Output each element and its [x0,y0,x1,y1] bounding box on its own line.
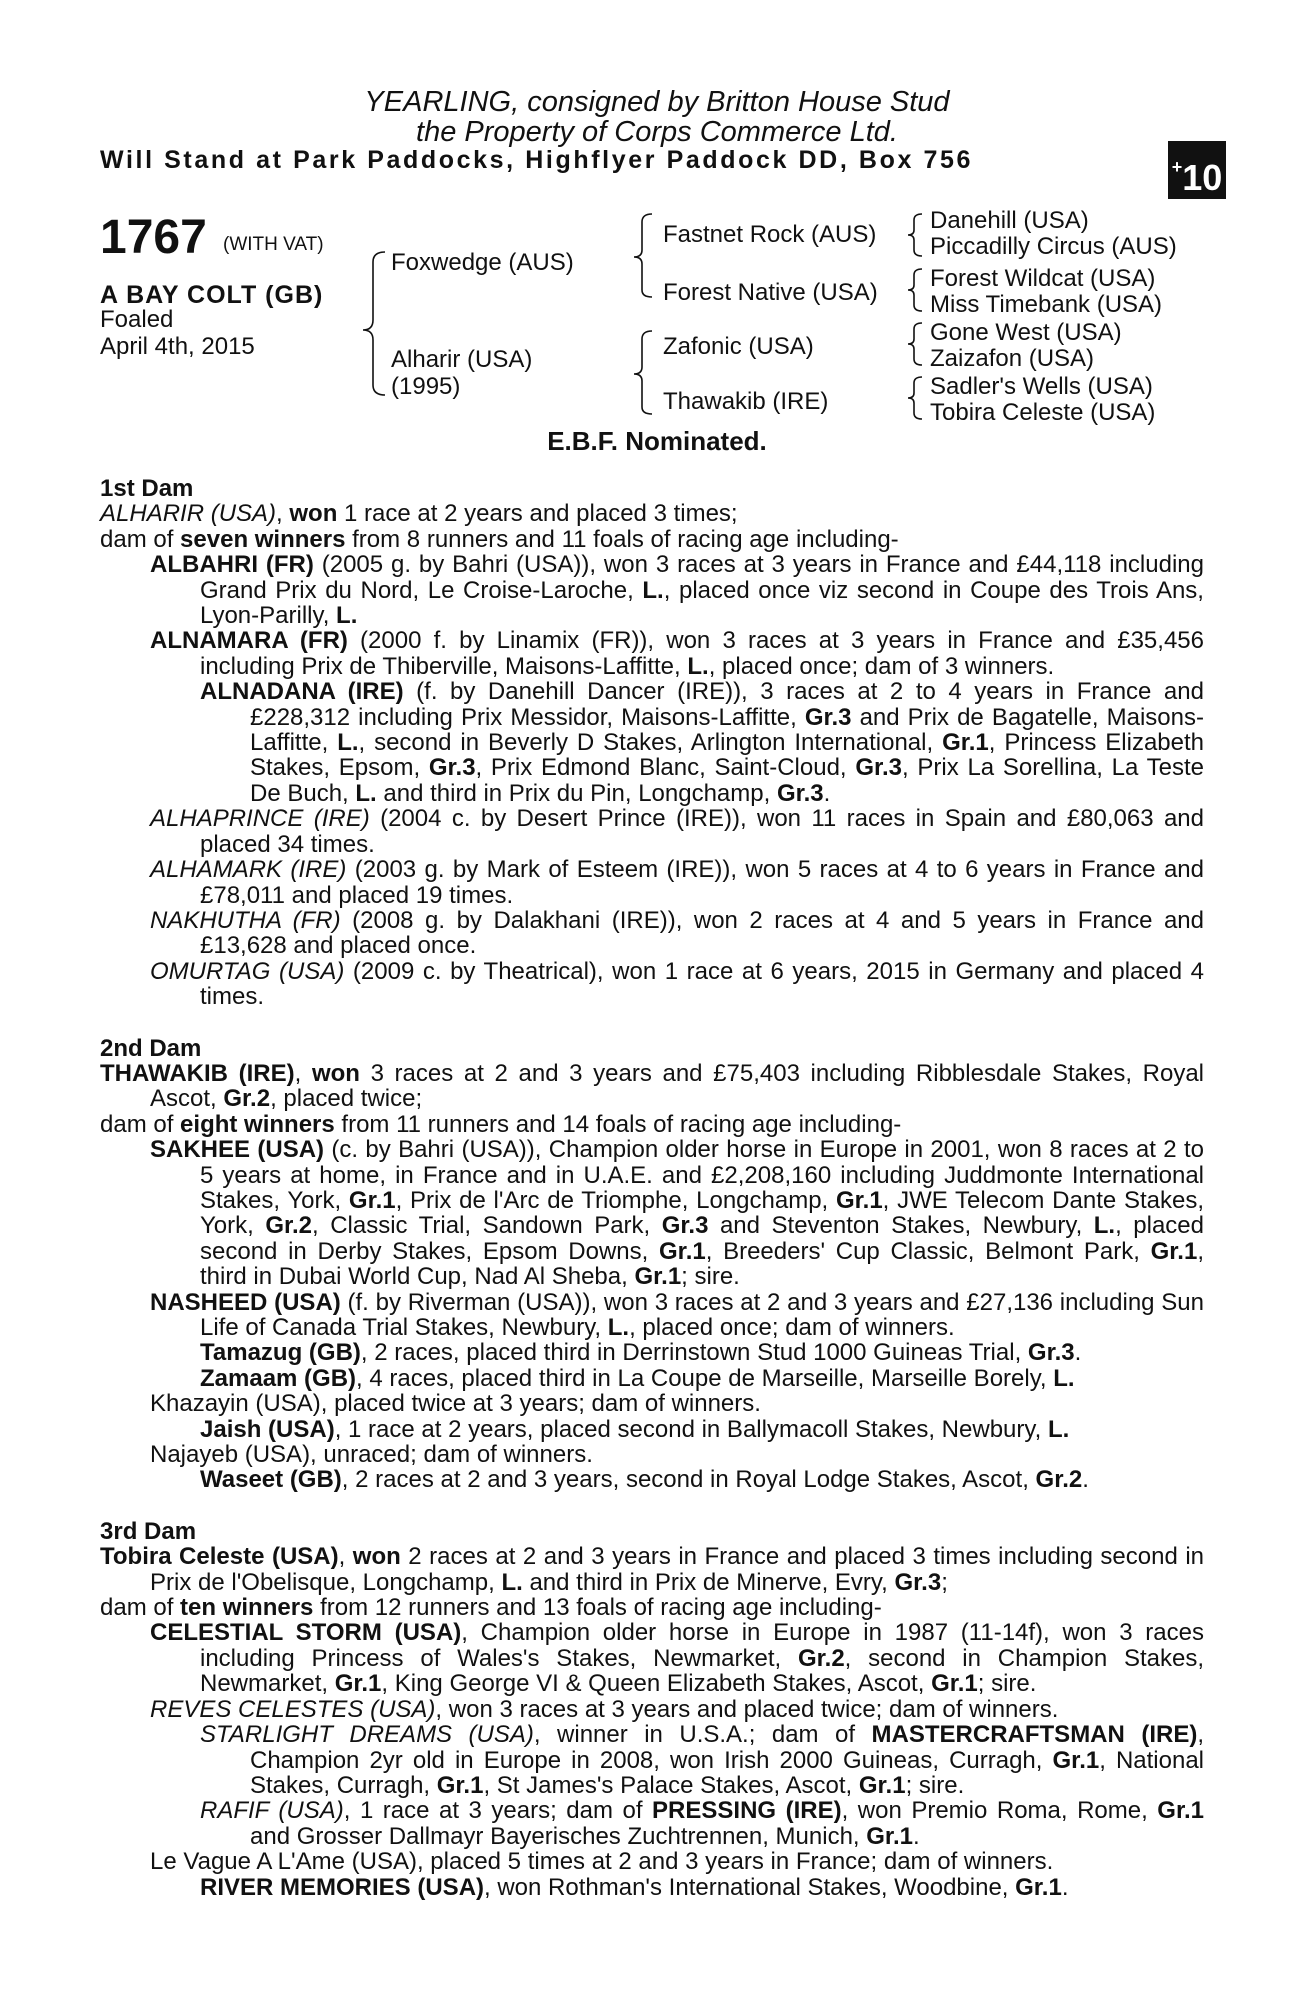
italic-text: ALHAPRINCE (IRE) [150,805,370,833]
produce-entry [100,1290,1204,1341]
ds-dam: Zaizafon (USA) [930,345,1095,372]
bold-text: RIVER MEMORIES (USA) [200,1873,485,1901]
text-run: (2004 c. by Desert Prince (IRE)), won 11 races in Spain and £80,063 and placed 34 times. [200,805,1204,858]
bold-text: seven winners [180,525,346,553]
text-run: and third in Prix du Pin, Longchamp, [376,779,777,807]
bold-text: L. [1053,1364,1075,1392]
text-run: , Champion 2yr old in Europe in 2008, won Irish 2000 Guineas, Curragh, [250,1721,1204,1774]
text-run: (c. by Bahri (USA)), Champion older horse in Europe in 2001, won 8 races at 2 to 5 years at home, in France and in U.A.E. and £2,208,160 including Juddmonte International Stakes, York, [200,1136,1205,1214]
produce-entry [100,628,1204,679]
produce-entry [100,1366,1204,1391]
bold-text: Gr.1 [634,1263,682,1291]
bold-text: won [352,1543,401,1571]
text-run: 3 races at 2 and 3 years and £75,403 including Ribblesdale Stakes, Royal Ascot, [150,1059,1204,1113]
text-run: 2 races at 2 and 3 years in France and placed 3 times including second in Prix de l'Obelisque, Longchamp, [150,1543,1205,1596]
bold-text: Gr.3 [661,1212,709,1240]
produce-entry [100,679,1204,806]
dam-sire: Zafonic (USA) [663,333,814,360]
bold-text: L. [607,1314,630,1341]
produce-entry [100,501,1204,526]
produce-entry [100,1875,1204,1900]
produce-entry [100,1112,1204,1137]
italic-text: RAFIF (USA) [200,1797,344,1825]
dd-sire: Sadler's Wells (USA) [930,373,1153,400]
bold-text: Gr.1 [1157,1797,1204,1825]
bold-text: CELESTIAL STORM (USA) [150,1619,462,1647]
bold-text: L. [687,652,709,680]
produce-entry [100,1595,1204,1620]
bold-text: Gr.1 [866,1822,913,1850]
italic-text: ALHAMARK (IRE) [150,856,347,884]
bracket-dd [908,377,922,419]
produce-entry [100,1391,1204,1416]
bold-text: Gr.1 [436,1771,484,1799]
bold-text: L. [501,1568,523,1596]
bracket-ds [908,323,922,365]
text-run: dam of [100,1110,181,1138]
bold-text: Gr.1 [858,1771,906,1799]
text-run: . [912,1822,920,1850]
bold-text: Gr.3 [804,703,852,731]
bracket-sire [634,214,652,297]
text-run: . [1074,1339,1082,1367]
bold-text: L. [1093,1212,1116,1240]
produce-entry [100,1798,1204,1849]
bold-text: Gr.3 [894,1568,942,1596]
sire-name: Foxwedge (AUS) [391,249,574,276]
section-gap [100,1010,1204,1036]
bold-text: Gr.3 [428,754,476,782]
text-run: from 12 runners and 13 foals of racing age including- [313,1594,882,1622]
text-run: . [1061,1873,1069,1901]
consignment-line: YEARLING, consigned by Britton House Stud [364,86,950,118]
produce-entry [100,806,1204,857]
bold-text: Gr.3 [776,779,824,807]
text-run: , 1 race at 2 years, placed second in Ballymacoll Stakes, Newbury, [334,1415,1048,1443]
text-run: , Prix Edmond Blanc, Saint-Cloud, [475,754,856,782]
badge-text: 10 [1182,157,1223,198]
text-run: , [276,500,290,528]
bold-text: Waseet (GB) [200,1466,342,1494]
text-run: , Breeders' Cup Classic, Belmont Park, [705,1237,1151,1265]
bold-text: L. [355,779,377,807]
italic-text: ALHARIR (USA) [100,500,277,528]
bold-text: Gr.2 [265,1212,313,1240]
bold-text: NASHEED (USA) [150,1288,341,1316]
produce-entry [100,1417,1204,1442]
text-run: (f. by Danehill Dancer (IRE)), 3 races at 2 to 4 years in France and £228,312 including Prix Messidor, Maisons-Laffitte, [250,678,1204,731]
bold-text: Gr.2 [797,1644,845,1672]
bold-text: Tobira Celeste (USA) [100,1543,339,1571]
text-run: . [823,779,831,807]
bold-text: Gr.1 [348,1186,396,1214]
produce-entry [100,1442,1204,1467]
produce-entry [100,1137,1204,1289]
bold-text: SAKHEE (USA) [150,1136,325,1164]
foaled-date: April 4th, 2015 [100,333,255,360]
text-run: (2003 g. by Mark of Esteem (IRE)), won 5 races at 4 to 6 years in France and £78,011 and placed 19 times. [200,856,1205,909]
bold-text: Gr.1 [835,1186,883,1214]
produce-entry [100,1620,1204,1696]
text-run: , won Premio Roma, Rome, [841,1797,1158,1825]
text-run: , placed once; dam of winners. [629,1314,955,1341]
text-run: , [294,1059,312,1087]
text-run: ; sire. [681,1263,740,1291]
lot-title: A BAY COLT (GB) [100,281,324,309]
sire-dam: Forest Native (USA) [663,279,878,306]
bracket-gen1 [363,252,385,395]
text-run: , Prix de l'Arc de Triomphe, Longchamp, [395,1186,836,1214]
produce-entry [100,1467,1204,1492]
text-run: , St James's Palace Stakes, Ascot, [483,1771,859,1799]
text-run: , Champion older horse in Europe in 1987 (11-14f), won 3 races including Princess of Wales's Stakes, Newmarket, [200,1619,1204,1672]
dam-heading-1: 1st Dam [100,475,194,502]
bold-text: Zamaam (GB) [200,1364,357,1392]
text-run: from 11 runners and 14 foals of racing age including- [334,1110,902,1138]
text-run: and third in Prix de Minerve, Evry, [522,1568,895,1596]
bold-text: Jaish (USA) [200,1415,335,1443]
italic-text: NAKHUTHA (FR) [150,906,341,934]
produce-entry [100,527,1204,552]
text-run: (f. by Riverman (USA)), won 3 races at 2 and 3 years and £27,136 including Sun Life of Canada Trial Stakes, Newbury, [200,1288,1204,1341]
text-run: (2005 g. by Bahri (USA)), won 3 races at 3 years in France and £44,118 including Grand Prix du Nord, Le Croise-Laroche, [200,551,1204,604]
text-run: . [1082,1466,1089,1494]
bold-text: ALNAMARA (FR) [150,627,348,655]
text-run: , won 3 races at 3 years and placed twice; dam of winners. [435,1695,1059,1723]
text-run: , second in Beverly D Stakes, Arlington International, [358,729,943,757]
sire-sire: Fastnet Rock (AUS) [663,221,877,248]
text-run: Najayeb (USA), unraced; dam of winners. [150,1441,593,1469]
bold-text: THAWAKIB (IRE) [100,1059,295,1087]
italic-text: OMURTAG (USA) [150,957,345,985]
produce-entry [100,552,1204,628]
text-run: , JWE Telecom Dante Stakes, York, [200,1186,1204,1240]
text-run: , Classic Trial, Sandown Park, [312,1212,662,1240]
badge-plus: + [1171,157,1183,177]
bold-text: PRESSING (IRE) [652,1797,842,1825]
text-run: Le Vague A L'Ame (USA), placed 5 times at 2 and 3 years in France; dam of winners. [150,1848,1054,1876]
text-run: (2008 g. by Dalakhani (IRE)), won 2 races at 4 and 5 years in France and £13,628 and placed once. [200,906,1204,960]
bold-text: won [311,1059,360,1087]
text-run: (2009 c. by Theatrical), won 1 race at 6 years, 2015 in Germany and placed 4 times. [200,957,1204,1011]
bracket-sd [908,269,922,311]
bold-text: Gr.2 [1035,1466,1083,1494]
produce-entry [100,1849,1204,1874]
text-run: , placed second in Derby Stakes, Epsom Downs, [200,1212,1204,1265]
bold-text: eight winners [180,1110,335,1138]
text-run: ; sire. [977,1670,1037,1698]
italic-text: REVES CELESTES (USA) [150,1695,436,1723]
dam-dam: Thawakib (IRE) [663,388,829,415]
text-run: , placed twice; [270,1085,423,1113]
text-run: and Steventon Stakes, Newbury, [708,1212,1094,1240]
text-run: , King George VI & Queen Elizabeth Stakes, Ascot, [381,1670,932,1698]
sd-sire: Forest Wildcat (USA) [930,265,1156,292]
produce-entry [100,959,1204,1010]
bold-text: L. [642,576,664,604]
text-run: ; sire. [905,1771,965,1799]
bold-text: L. [1047,1415,1070,1443]
text-run: , 2 races at 2 and 3 years, second in Royal Lodge Stakes, Ascot, [341,1466,1036,1494]
vat-note: (WITH VAT) [223,234,324,255]
text-run: ; [941,1568,948,1596]
bold-text: won [289,500,338,528]
text-run: , National Stakes, Curragh, [250,1746,1205,1799]
text-run: , placed once viz second in Coupe des Trois Ans, Lyon-Parilly, [200,576,1204,630]
produce-entry [100,1697,1204,1722]
bold-text: L. [337,729,359,757]
dd-dam: Tobira Celeste (USA) [930,399,1156,426]
text-run: , 1 race at 3 years; dam of [343,1797,653,1825]
text-run: from 8 runners and 11 foals of racing age including- [345,525,899,553]
lot-number: 1767 [100,211,207,264]
dam-heading-2: 2nd Dam [100,1034,202,1062]
produce-entry [100,1061,1204,1112]
bold-text: Gr.1 [1052,1746,1100,1774]
produce-record [100,476,1204,1900]
text-run: , won Rothman's International Stakes, Woodbine, [484,1873,1016,1901]
bold-text: Tamazug (GB) [200,1339,361,1367]
bold-text: Gr.1 [334,1670,382,1698]
text-run: 1 race at 2 years and placed 3 times; [337,500,738,528]
text-run: , winner in U.S.A.; dam of [533,1721,872,1749]
ebf-nomination: E.B.F. Nominated. [547,426,767,456]
ss-dam: Piccadilly Circus (AUS) [930,233,1177,260]
text-run: and Grosser Dallmayr Bayerisches Zuchtrennen, Munich, [250,1822,867,1850]
text-run: , [338,1543,353,1571]
ss-sire: Danehill (USA) [930,207,1089,234]
text-run: , Prix La Sorellina, La Teste De Buch, [250,754,1204,807]
produce-entry [100,1722,1204,1798]
text-run: and Prix de Bagatelle, Maisons-Laffitte, [250,703,1204,757]
bold-text: Gr.1 [659,1237,706,1265]
italic-text: STARLIGHT DREAMS (USA) [200,1721,534,1749]
bold-text: ALBAHRI (FR) [150,551,314,579]
section-gap [100,1493,1204,1519]
property-line: the Property of Corps Commerce Ltd. [416,116,898,148]
bold-text: Gr.3 [1027,1339,1075,1367]
bold-text: Gr.1 [931,1670,978,1698]
bold-text: ALNADANA (IRE) [200,678,404,706]
text-run: Khazayin (USA), placed twice at 3 years; dam of winners. [150,1390,761,1418]
text-run: dam of [100,525,181,553]
bold-text: L. [336,602,358,630]
dam-year: (1995) [391,373,461,400]
bracket-dam [634,331,652,414]
text-run: (2000 f. by Linamix (FR)), won 3 races at 3 years in France and £35,456 including Prix de Thiberville, Maisons-Laffitte, [200,627,1204,680]
bold-text: Gr.2 [223,1085,271,1113]
bold-text: ten winners [180,1594,314,1622]
text-run: , second in Champion Stakes, Newmarket, [200,1644,1205,1698]
bracket-ss [908,214,922,256]
bold-text: Gr.1 [1150,1237,1198,1265]
ds-sire: Gone West (USA) [930,319,1122,346]
produce-entry [100,908,1204,959]
bold-text: Gr.1 [1015,1873,1062,1901]
produce-entry [100,1544,1204,1595]
dam-name: Alharir (USA) [391,346,533,373]
location-line: Will Stand at Park Paddocks, Highflyer Paddock DD, Box 756 [100,146,974,174]
produce-entry [100,857,1204,908]
text-run: , placed once; dam of 3 winners. [708,652,1055,680]
produce-entry [100,1340,1204,1365]
text-run: , Princess Elizabeth Stakes, Epsom, [250,729,1205,782]
bold-text: Gr.1 [942,729,989,757]
foaled-label: Foaled [100,306,174,333]
text-run: , 4 races, placed third in La Coupe de Marseille, Marseille Borely, [356,1364,1054,1392]
bold-text: MASTERCRAFTSMAN (IRE) [871,1721,1198,1749]
text-run: , 2 races, placed third in Derrinstown Stud 1000 Guineas Trial, [360,1339,1028,1367]
bold-text: Gr.3 [855,754,903,782]
text-run: dam of [100,1594,181,1622]
dam-heading-3: 3rd Dam [100,1517,197,1545]
text-run: , third in Dubai World Cup, Nad Al Sheba, [200,1237,1204,1291]
sd-dam: Miss Timebank (USA) [930,291,1163,318]
